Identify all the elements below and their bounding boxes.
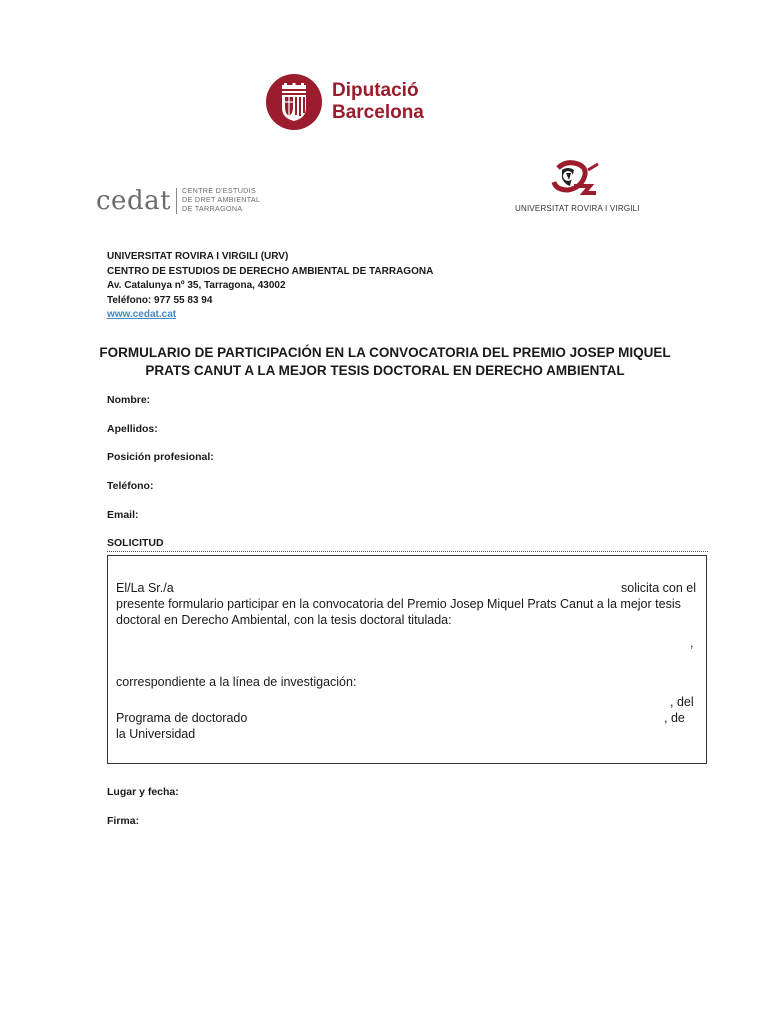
address-block [107, 250, 433, 323]
website-link[interactable]: www.cedat.cat [107, 309, 177, 320]
cedat-logo [96, 184, 266, 224]
solicitud-programa-label: Programa de doctorado [116, 711, 248, 725]
diputacio-line2: Barcelona [332, 102, 424, 123]
cedat-sub-line1: CENTRE D'ESTUDIS [182, 186, 257, 195]
field-posicion-profesional: Posición profesional: [107, 451, 214, 463]
field-email: Email: [107, 509, 139, 521]
urv-logo [510, 160, 640, 216]
address-line-center: CENTRO DE ESTUDIOS DE DERECHO AMBIENTAL DE TARRAGONA [107, 265, 434, 277]
diputacio-line1: Diputació [332, 80, 419, 101]
field-nombre: Nombre: [107, 394, 151, 406]
cedat-sub-line3: DE TARRAGONA [182, 204, 243, 213]
form-title-line1: FORMULARIO DE PARTICIPACIÓN EN LA CONVOCATORIA DEL PREMIO JOSEP MIQUEL [99, 345, 671, 360]
diputacio-seal-icon [266, 74, 322, 130]
solicitud-heading: SOLICITUD [107, 537, 164, 549]
solicitud-box [107, 555, 707, 764]
cedat-sub-line2: DE DRET AMBIENTAL [182, 195, 261, 204]
solicitud-body-line2: presente formulario participar en la convocatoria del Premio Josep Miquel Prats Canut a la mejor tesis [116, 597, 681, 611]
solicitud-rule [107, 551, 708, 552]
urv-name: UNIVERSITAT ROVIRA I VIRGILI [515, 204, 640, 213]
form-title [90, 344, 680, 380]
urv-emblem-icon [544, 160, 600, 200]
form-title-line2: PRATS CANUT A LA MEJOR TESIS DOCTORAL EN DERECHO AMBIENTAL [145, 363, 625, 378]
solicitud-del-text: , del [670, 695, 694, 709]
cedat-wordmark: cedat [96, 186, 172, 216]
diputacio-wordmark [332, 80, 424, 124]
solicitud-solicita-text: solicita con el [621, 581, 697, 595]
firma-label: Firma: [107, 815, 140, 827]
field-telefono: Teléfono: [107, 480, 154, 492]
solicitud-de-text: , de [664, 711, 685, 725]
solicitud-title-comma: , [690, 636, 694, 650]
cedat-subtitle [182, 186, 260, 213]
solicitud-linea-label: correspondiente a la línea de investigación: [116, 675, 357, 689]
address-line-university: UNIVERSITAT ROVIRA I VIRGILI (URV) [107, 251, 289, 262]
address-line-phone: Teléfono: 977 55 83 94 [107, 294, 213, 306]
address-line-street: Av. Catalunya nº 35, Tarragona, 43002 [107, 280, 286, 291]
solicitud-body-line3: doctoral en Derecho Ambiental, con la tesis doctoral titulada: [116, 613, 452, 627]
lugar-fecha-label: Lugar y fecha: [107, 786, 179, 798]
field-apellidos: Apellidos: [107, 423, 158, 435]
solicitud-sr-label: El/La Sr./a [116, 581, 174, 595]
solicitud-universidad-label: la Universidad [116, 727, 196, 741]
diputacio-barcelona-logo [266, 74, 446, 130]
cedat-divider [176, 188, 177, 214]
